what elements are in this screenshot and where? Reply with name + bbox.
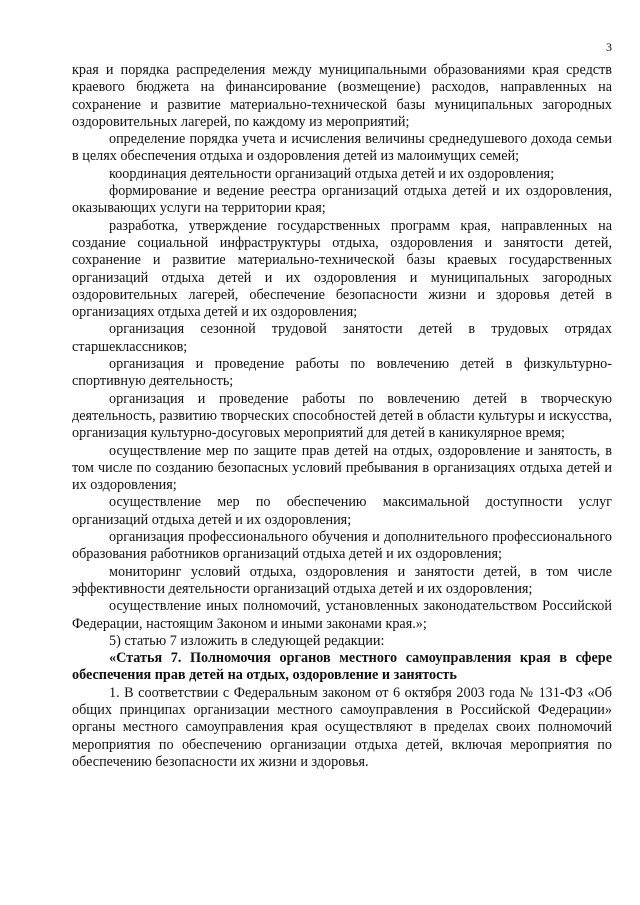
paragraph: края и порядка распределения между муниципальными образованиями края средств краевого бюджета на финансирование (возмещение) расходов, направленных на сохранение и развитие материально-технической базы муниципальных загородных оздоровительных лагерей, по каждому из мероприятий; [72,62,612,130]
paragraph: координация деятельности организаций отдыха детей и их оздоровления; [109,165,555,182]
article-heading: «Статья 7. Полномочия органов местного самоуправления края в сфере обеспечения прав детей на отдых, оздоровление и занятость [72,650,612,684]
paragraph: формирование и ведение реестра организаций отдыха детей и их оздоровления, оказывающих услуги на территории края; [72,183,612,217]
paragraph: 5) статью 7 изложить в следующей редакции: [109,632,385,649]
paragraph: организация и проведение работы по вовлечению детей в физкультурно-спортивную деятельность; [72,356,612,390]
paragraph: осуществление мер по обеспечению максимальной доступности услуг организаций отдыха детей и их оздоровления; [72,494,612,528]
paragraph: определение порядка учета и исчисления величины среднедушевого дохода семьи в целях обеспечения отдыха и оздоровления детей из малоимущих семей; [72,131,612,165]
paragraph: организация сезонной трудовой занятости детей в трудовых отрядах старшеклассников; [72,321,612,355]
paragraph: разработка, утверждение государственных программ края, направленных на создание социальной инфраструктуры отдыха, оздоровления и занятости детей, сохранение и развитие материально-технической базы краевых государственных организаций отдыха детей и их оздоровления и муниципальных загородных оздоровительных лагерей, обеспечение безопасности жизни и здоровья детей в организациях отдыха детей и их оздоровления; [72,217,612,321]
paragraph: организация и проведение работы по вовлечению детей в творческую деятельность, развитию творческих способностей детей в области культуры и искусства, организация культурно-досуговых мероприятий для детей в каникулярное время; [72,390,612,442]
paragraph: мониторинг условий отдыха, оздоровления и занятости детей, в том числе эффективности деятельности организаций отдыха детей и их оздоровления; [72,563,612,597]
paragraph: 1. В соответствии с Федеральным законом от 6 октября 2003 года № 131-ФЗ «Об общих принципах организации местного самоуправления в Российской Федерации» органы местного самоуправления края осуществляют в пределах своих полномочий мероприятия по обеспечению организации отдыха детей, включая мероприятия по обеспечению безопасности их жизни и здоровья. [72,684,612,770]
page-number: 3 [606,40,612,54]
paragraph: организация профессионального обучения и дополнительного профессионального образования работников организаций отдыха детей и их оздоровления; [72,529,612,563]
paragraph: осуществление иных полномочий, установленных законодательством Российской Федерации, настоящим Законом и иными законами края.»; [72,598,612,632]
paragraph: осуществление мер по защите прав детей на отдых, оздоровление и занятость, в том числе по созданию безопасных условий пребывания в организациях отдыха детей и их оздоровления; [72,442,612,494]
document-body [72,62,612,771]
